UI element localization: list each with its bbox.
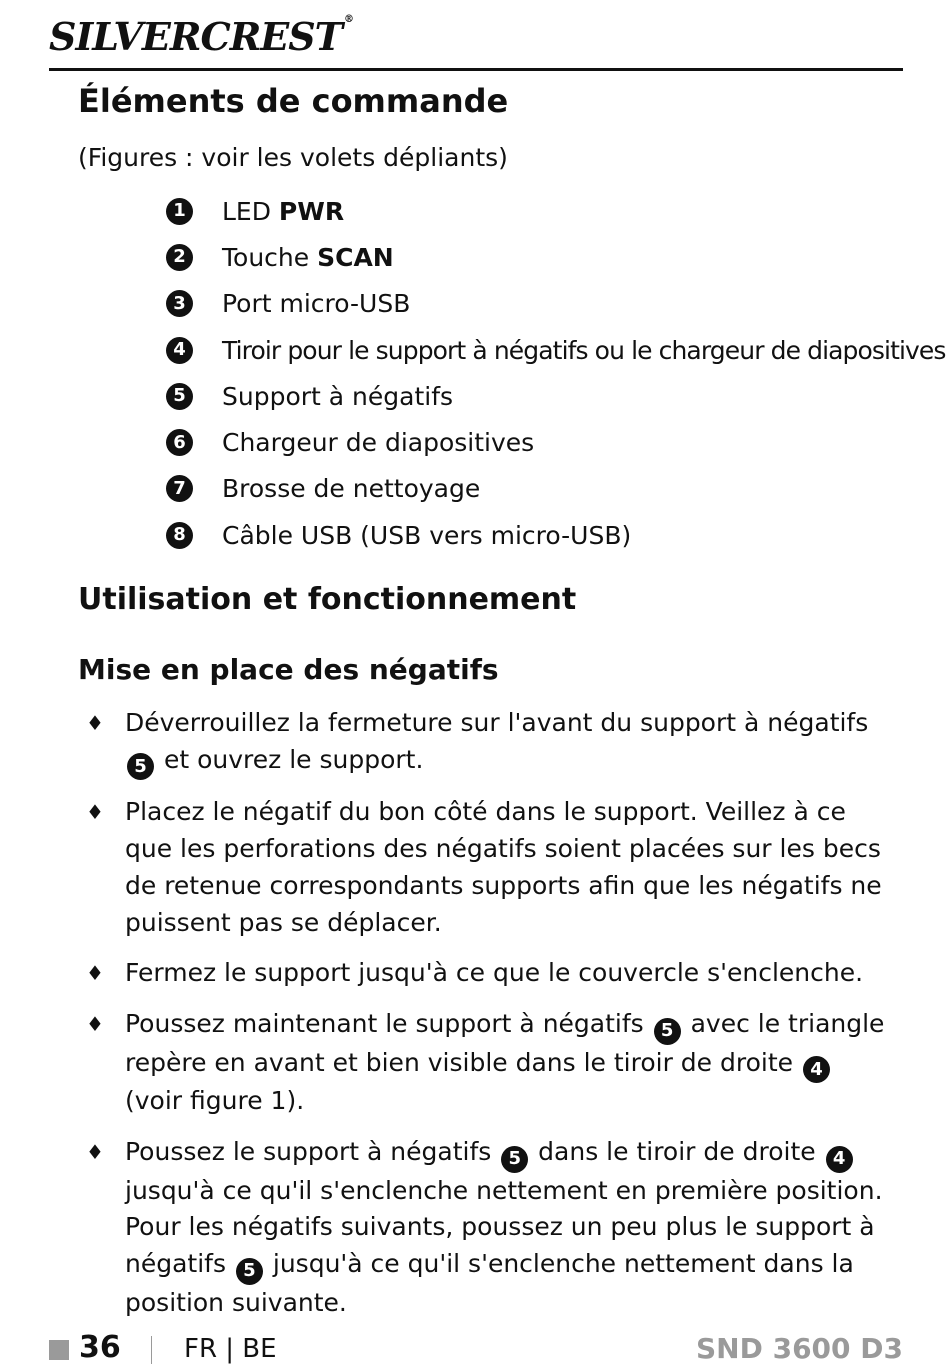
diamond-bullet-icon: ♦ <box>86 1012 104 1037</box>
control-item <box>166 188 886 234</box>
number-badge-icon: 3 <box>166 290 193 317</box>
number-badge-icon: 2 <box>166 244 193 271</box>
diamond-bullet-icon: ♦ <box>86 711 104 735</box>
control-item <box>166 373 886 419</box>
control-item <box>166 466 886 512</box>
control-label: Brosse de nettoyage <box>222 474 481 504</box>
number-badge-icon: 4 <box>826 1146 853 1173</box>
number-badge-icon: 4 <box>166 337 193 364</box>
control-label: Tiroir pour le support à négatifs ou le chargeur de diapositives <box>222 335 946 365</box>
footer-square-icon <box>49 1340 69 1360</box>
page-footer <box>49 1330 903 1370</box>
diamond-bullet-icon: ♦ <box>86 800 104 825</box>
control-item <box>166 281 886 327</box>
brand-logo: SILVERCREST ® <box>49 14 353 59</box>
number-badge-icon: 5 <box>236 1258 263 1285</box>
section-title-controls: Éléments de commande <box>78 82 509 120</box>
language-code: FR | BE <box>184 1334 277 1364</box>
footer-divider <box>151 1336 152 1364</box>
page-number: 36 <box>79 1330 121 1365</box>
control-item <box>166 234 886 280</box>
control-item <box>166 327 946 373</box>
instruction-list <box>86 705 886 1335</box>
instruction-item: ♦ Déverrouillez la fermeture sur l'avant du support à négatifs 5 et ouvrez le support. <box>86 705 886 780</box>
number-badge-icon: 8 <box>166 522 193 549</box>
control-label: Chargeur de diapositives <box>222 428 535 458</box>
instruction-item: ♦ Poussez maintenant le support à négatifs 5 avec le triangle repère en avant et bien visible dans le tiroir de droite 4 (voir figure 1). <box>86 1006 886 1120</box>
model-number: SND 3600 D3 <box>696 1332 903 1365</box>
number-badge-icon: 5 <box>501 1146 528 1173</box>
number-badge-icon: 5 <box>166 383 193 410</box>
control-item <box>166 512 886 558</box>
number-badge-icon: 5 <box>127 753 154 780</box>
instruction-item: ♦ Placez le négatif du bon côté dans le support. Veillez à ce que les perforations des négatifs soient placées sur les becs de retenue correspondants supports afin que les négatifs ne puissent pas se déplacer. <box>86 794 886 941</box>
number-badge-icon: 6 <box>166 429 193 456</box>
controls-list <box>166 188 946 558</box>
diamond-bullet-icon: ♦ <box>86 1140 104 1165</box>
control-label: Port micro-USB <box>222 289 411 319</box>
number-badge-icon: 4 <box>803 1056 830 1083</box>
instruction-item: ♦ Fermez le support jusqu'à ce que le couvercle s'enclenche. <box>86 955 886 992</box>
number-badge-icon: 5 <box>654 1018 681 1045</box>
control-label: LED PWR <box>222 196 345 226</box>
control-label: Touche SCAN <box>222 242 394 272</box>
diamond-bullet-icon: ♦ <box>86 961 104 986</box>
number-badge-icon: 7 <box>166 475 193 502</box>
instruction-item: ♦ Poussez le support à négatifs 5 dans le tiroir de droite 4 jusqu'à ce qu'il s'enclenche nettement en première position. Pour les négatifs suivants, poussez un peu plus le support à négatifs 5 jusqu'à ce qu'il s'enclenche nettement dans la position suivante. <box>86 1134 886 1321</box>
header-rule <box>49 68 903 71</box>
number-badge-icon: 1 <box>166 198 193 225</box>
subsection-title: Mise en place des négatifs <box>78 653 499 686</box>
control-item <box>166 419 886 465</box>
section-title-usage: Utilisation et fonctionnement <box>78 582 577 617</box>
control-label: Câble USB (USB vers micro-USB) <box>222 520 632 550</box>
control-label: Support à négatifs <box>222 381 454 411</box>
figures-note: (Figures : voir les volets dépliants) <box>78 143 508 172</box>
